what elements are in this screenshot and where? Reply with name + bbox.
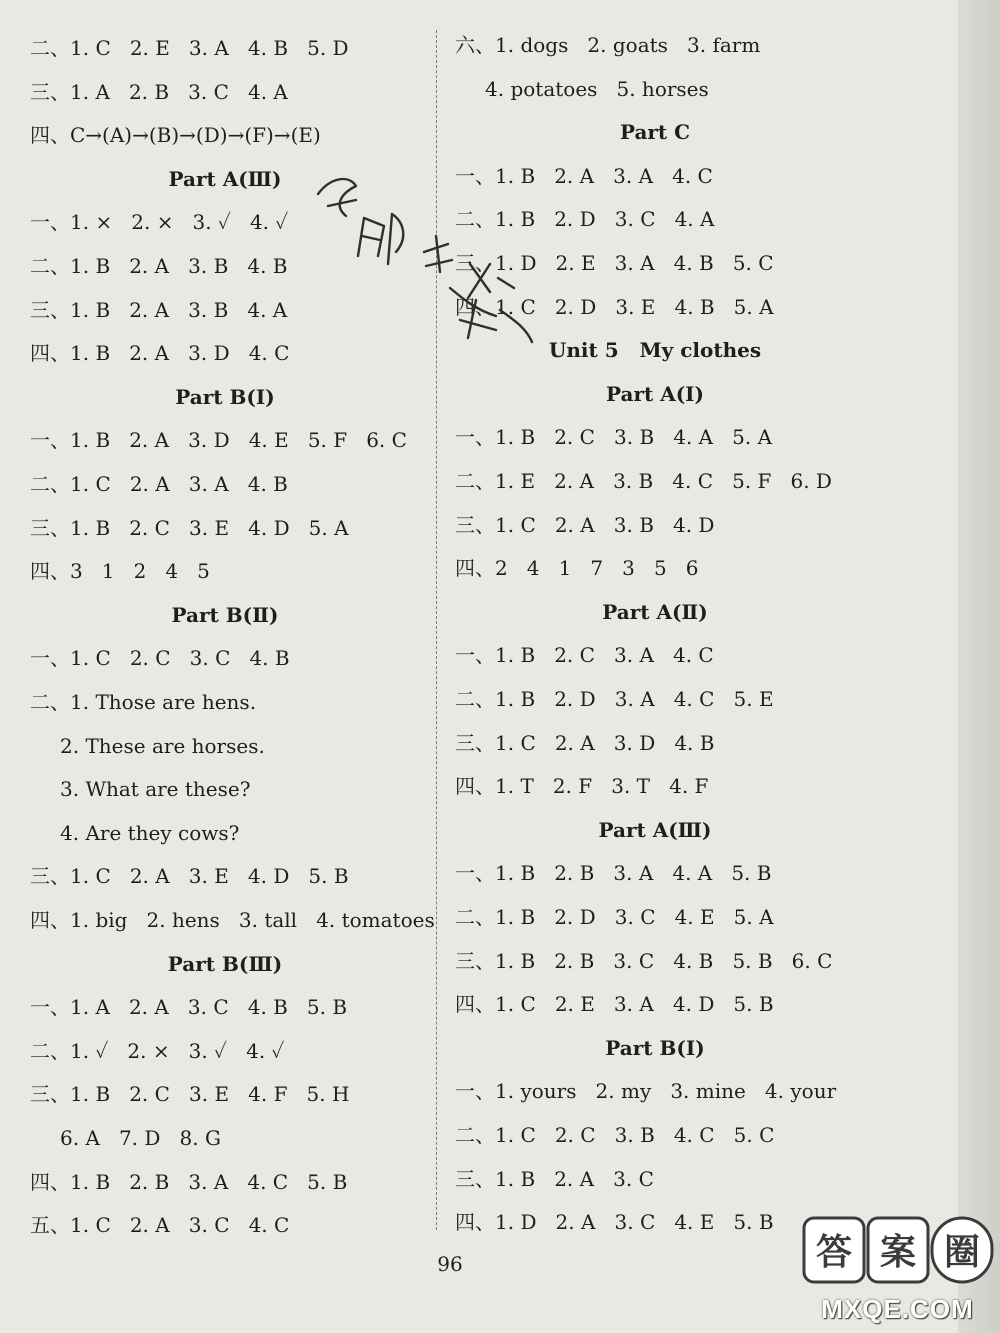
answer-line: 二、1. ✓ 2. × 3. ✓ 4. ✓ (30, 1038, 285, 1063)
answer-line: 四、1. D 2. A 3. C 4. E 5. B (455, 1210, 774, 1235)
answer-line: 6. A 7. D 8. G (60, 1126, 221, 1150)
answer-line: 一、1. B 2. B 3. A 4. A 5. B (455, 861, 772, 886)
watermark-url: MXQE.COM (821, 1294, 974, 1324)
answer-line: 一、1. B 2. A 3. A 4. C (455, 163, 713, 188)
answer-line: 三、1. B 2. A 3. B 4. A (30, 297, 288, 322)
answer-line: 四、1. big 2. hens 3. tall 4. tomatoes (30, 908, 435, 932)
section-heading: Part B(Ⅰ) (605, 1035, 705, 1060)
section-heading: Part C (619, 120, 691, 145)
answer-line: 三、1. C 2. A 3. B 4. D (455, 512, 715, 537)
answer-line: 4. potatoes 5. horses (485, 76, 709, 101)
answer-line: 一、1. B 2. C 3. B 4. A 5. A (455, 425, 773, 450)
answer-line: 二、1. C 2. C 3. B 4. C 5. C (455, 1123, 775, 1147)
answer-line: 一、1. B 2. A 3. D 4. E 5. F 6. C (30, 428, 407, 453)
watermark-logo (800, 1212, 995, 1292)
svg-text:案: 案 (879, 1232, 917, 1273)
answer-line: 三、1. B 2. A 3. C (455, 1166, 654, 1191)
answer-line: 五、1. C 2. A 3. C 4. C (30, 1213, 290, 1238)
section-heading: Part B(Ⅱ) (171, 602, 279, 627)
answer-line: 三、1. B 2. B 3. C 4. B 5. B 6. C (455, 948, 833, 973)
section-heading: Unit 5 My clothes (548, 338, 762, 363)
answer-line: 一、1. A 2. A 3. C 4. B 5. B (30, 995, 348, 1020)
answer-line: 六、1. dogs 2. goats 3. farm (455, 33, 761, 57)
section-heading: Part B(Ⅲ) (167, 951, 283, 976)
answer-line: 四、1. B 2. B 3. A 4. C 5. B (30, 1169, 348, 1194)
answer-line: 四、1. T 2. F 3. T 4. F (455, 774, 709, 799)
answer-line: 三、1. B 2. C 3. E 4. D 5. A (30, 515, 349, 540)
answer-line: 4. Are they cows? (60, 820, 240, 845)
answer-line: 一、1. × 2. × 3. ✓ 4. ✓ (30, 210, 289, 235)
answer-line: 3. What are these? (60, 777, 251, 802)
page-number: 96 (437, 1252, 463, 1276)
answer-line: 一、1. B 2. C 3. A 4. C (455, 643, 714, 668)
answer-line: 三、1. C 2. A 3. D 4. B (455, 730, 715, 755)
pencil-scribble (300, 160, 560, 350)
answer-line: 二、1. E 2. A 3. B 4. C 5. F 6. D (455, 469, 832, 493)
answer-line: 二、1. B 2. D 3. A 4. C 5. E (455, 687, 774, 711)
section-heading: Part A(Ⅱ) (602, 599, 708, 624)
answer-line: 四、1. B 2. A 3. D 4. C (30, 341, 290, 366)
section-heading: Part A(Ⅰ) (606, 381, 704, 406)
answer-line: 四、C→(A)→(B)→(D)→(F)→(E) (30, 123, 321, 148)
answer-line: 三、1. C 2. A 3. E 4. D 5. B (30, 864, 349, 889)
section-heading: Part A(Ⅲ) (598, 817, 712, 842)
answer-line: 二、1. C 2. E 3. A 4. B 5. D (30, 36, 349, 60)
svg-text:答: 答 (815, 1232, 853, 1273)
answer-line: 一、1. C 2. C 3. C 4. B (30, 646, 290, 671)
answer-line: 二、1. B 2. D 3. C 4. A (455, 207, 715, 232)
answer-line: 四、1. C 2. E 3. A 4. D 5. B (455, 992, 774, 1017)
answer-line: 四、2 4 1 7 3 5 6 (455, 556, 699, 581)
answer-line: 四、3 1 2 4 5 (30, 559, 210, 584)
answer-line: 三、1. D 2. E 3. A 4. B 5. C (455, 251, 774, 275)
answer-line: 四、1. C 2. D 3. E 4. B 5. A (455, 294, 774, 319)
answer-line: 二、1. Those are hens. (30, 690, 257, 714)
answer-line: 二、1. B 2. A 3. B 4. B (30, 254, 288, 278)
svg-text:圈: 圈 (943, 1232, 981, 1273)
answer-line: 三、1. A 2. B 3. C 4. A (30, 79, 288, 104)
answer-line: 2. These are horses. (60, 733, 265, 758)
page-edge-shadow (958, 0, 1000, 1333)
answer-line: 二、1. B 2. D 3. C 4. E 5. A (455, 905, 774, 929)
section-heading: Part B(Ⅰ) (175, 384, 275, 409)
answer-line: 三、1. B 2. C 3. E 4. F 5. H (30, 1082, 350, 1107)
answer-line: 二、1. C 2. A 3. A 4. B (30, 472, 288, 496)
section-heading: Part A(Ⅲ) (168, 166, 282, 191)
answer-line: 一、1. yours 2. my 3. mine 4. your (455, 1079, 837, 1104)
watermark (800, 1212, 995, 1330)
